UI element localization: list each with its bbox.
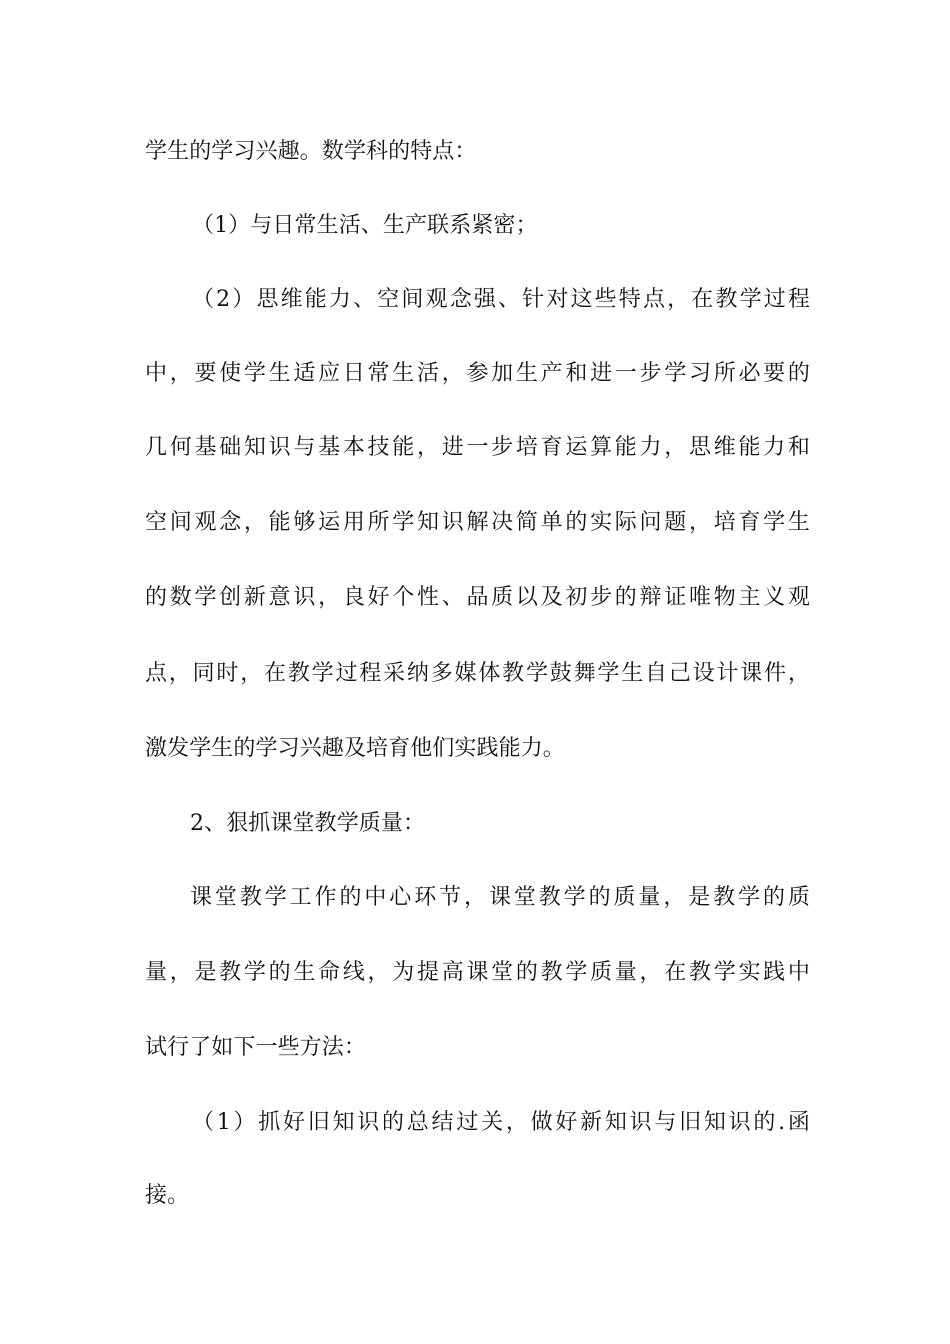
paragraph-line-6: 点，同时，在教学过程采纳多媒体教学鼓舞学生自己设计课件， (145, 661, 810, 686)
list-item-line-2: （2）思维能力、空间观念强、针对这些特点，在教学过程 (192, 287, 810, 312)
list-item-line-4: 接。 (145, 1183, 190, 1208)
paragraph-line-9: 量，是教学的生命线，为提高课堂的教学质量，在教学实践中 (145, 960, 810, 985)
paragraph-line-3: 几何基础知识与基本技能，进一步培育运算能力，思维能力和 (145, 435, 810, 460)
list-item-line-3: （1）抓好旧知识的总结过关，做好新知识与旧知识的.函 (192, 1110, 810, 1135)
paragraph-line-2: 中，要使学生适应日常生活，参加生产和进一步学习所必要的 (145, 361, 810, 386)
paragraph-line-8: 课堂教学工作的中心环节，课堂教学的质量，是教学的质 (190, 885, 810, 910)
paragraph-line-4: 空间观念，能够运用所学知识解决简单的实际问题，培育学生 (145, 510, 810, 535)
paragraph-line-1: 学生的学习兴趣。数学科的特点： (145, 139, 477, 164)
paragraph-line-10: 试行了如下一些方法： (145, 1035, 367, 1060)
list-item-line-1: （1）与日常生活、生产联系紧密； (192, 213, 538, 238)
paragraph-line-5: 的数学创新意识，良好个性、品质以及初步的辩证唯物主义观 (145, 585, 810, 610)
section-heading: 2、狠抓课堂教学质量： (190, 811, 426, 836)
paragraph-line-7: 激发学生的学习兴趣及培育他们实践能力。 (145, 736, 565, 761)
